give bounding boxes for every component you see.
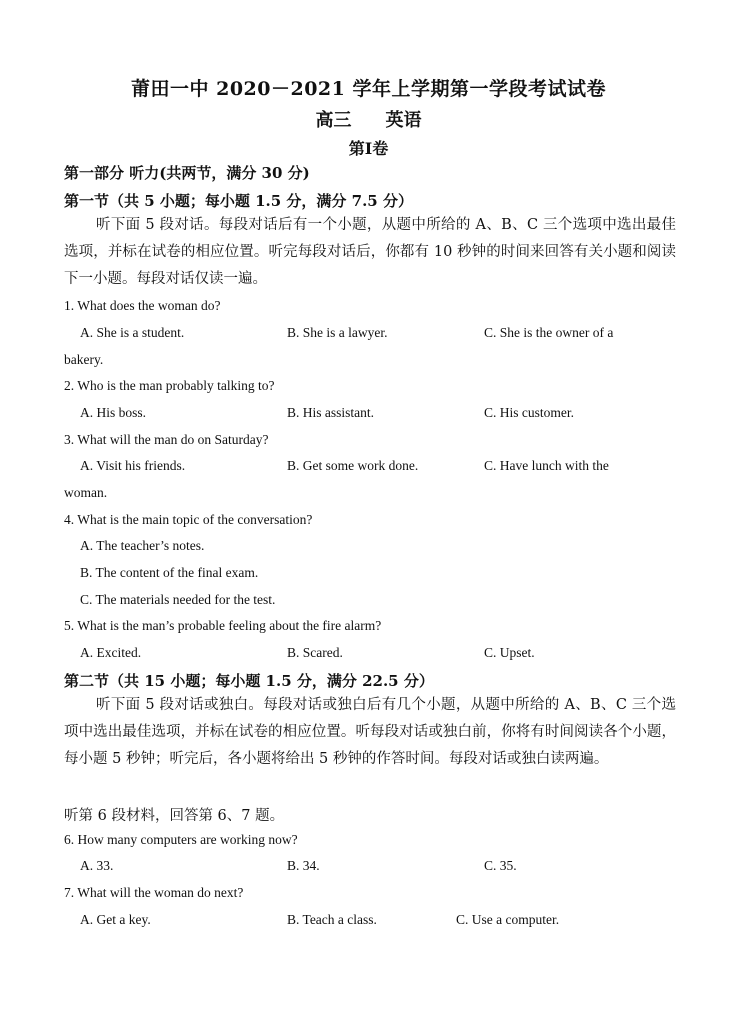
question-2-option-b: B. His assistant. (287, 405, 375, 420)
question-2-option-a: A. His boss. (80, 405, 147, 420)
question-7-option-c: C. Use a computer. (456, 912, 560, 927)
grade-subject (0, 106, 737, 132)
question-3-option-c: C. Have lunch with the (484, 458, 609, 473)
question-5-option-c: C. Upset. (484, 645, 535, 660)
section1-instruction: 听下面 5 段对话。每段对话后有一个小题，从题中所给的 A、B、C 三个选项中选出最佳选项，并标在试卷的相应位置。听完每段对话后，你都有 10 秒钟的时间来回答有关小题和阅读下一小题。每段对话仅读一遍。 (64, 217, 676, 287)
volume-label: 第Ⅰ卷 (348, 139, 389, 158)
question-1-stem: 1. What does the woman do? (64, 298, 221, 313)
question-7-option-a: A. Get a key. (80, 912, 151, 927)
question-3-option-b: B. Get some work done. (287, 458, 419, 473)
subject-label: 英语 (385, 110, 422, 131)
question-3-option-c-continued: woman. (64, 485, 108, 500)
question-1-option-c: C. She is the owner of a (484, 325, 614, 340)
question-1-option-c-continued: bakery. (64, 352, 104, 367)
question-5-option-b: B. Scared. (287, 645, 343, 660)
question-2-stem: 2. Who is the man probably talking to? (64, 378, 275, 393)
grade-label: 高三 (315, 110, 352, 131)
question-1-option-a: A. She is a student. (80, 325, 185, 340)
question-6-option-b: B. 34. (287, 858, 320, 873)
question-7-stem: 7. What will the woman do next? (64, 885, 244, 900)
material-6-instruction: 听第 6 段材料，回答第 6、7 题。 (64, 808, 285, 824)
question-2-option-c: C. His customer. (484, 405, 574, 420)
section1-heading: 第一节（共 5 小题；每小题 1.5 分，满分 7.5 分） (64, 192, 413, 210)
question-3-option-a: A. Visit his friends. (80, 458, 186, 473)
part1-heading: 第一部分 听力(共两节，满分 30 分) (64, 164, 310, 182)
question-6-stem: 6. How many computers are working now? (64, 832, 298, 847)
question-4-option-b: B. The content of the final exam. (80, 565, 259, 580)
question-4-option-a: A. The teacher’s notes. (80, 538, 205, 553)
question-4-option-c: C. The materials needed for the test. (80, 592, 276, 607)
question-6-option-a: A. 33. (80, 858, 114, 873)
question-7-option-b: B. Teach a class. (287, 912, 377, 927)
question-5-stem: 5. What is the man’s probable feeling about the fire alarm? (64, 618, 382, 633)
section2-instruction: 听下面 5 段对话或独白。每段对话或独白后有几个小题，从题中所给的 A、B、C 三个选项中选出最佳选项，并标在试卷的相应位置。听每段对话或独白前，你将有时间阅读各个小题，每小题 5 秒钟；听完后，各小题将给出 5 秒钟的作答时间。每段对话或独白读两遍。 (64, 697, 676, 767)
question-1-option-b: B. She is a lawyer. (287, 325, 388, 340)
question-6-option-c: C. 35. (484, 858, 517, 873)
question-5-option-a: A. Excited. (80, 645, 142, 660)
question-3-stem: 3. What will the man do on Saturday? (64, 432, 269, 447)
exam-title: 莆田一中 2020－2021 学年上学期第一学段考试试卷 (131, 78, 606, 100)
section2-heading: 第二节（共 15 小题；每小题 1.5 分，满分 22.5 分） (64, 672, 434, 690)
question-4-stem: 4. What is the main topic of the conversation? (64, 512, 313, 527)
